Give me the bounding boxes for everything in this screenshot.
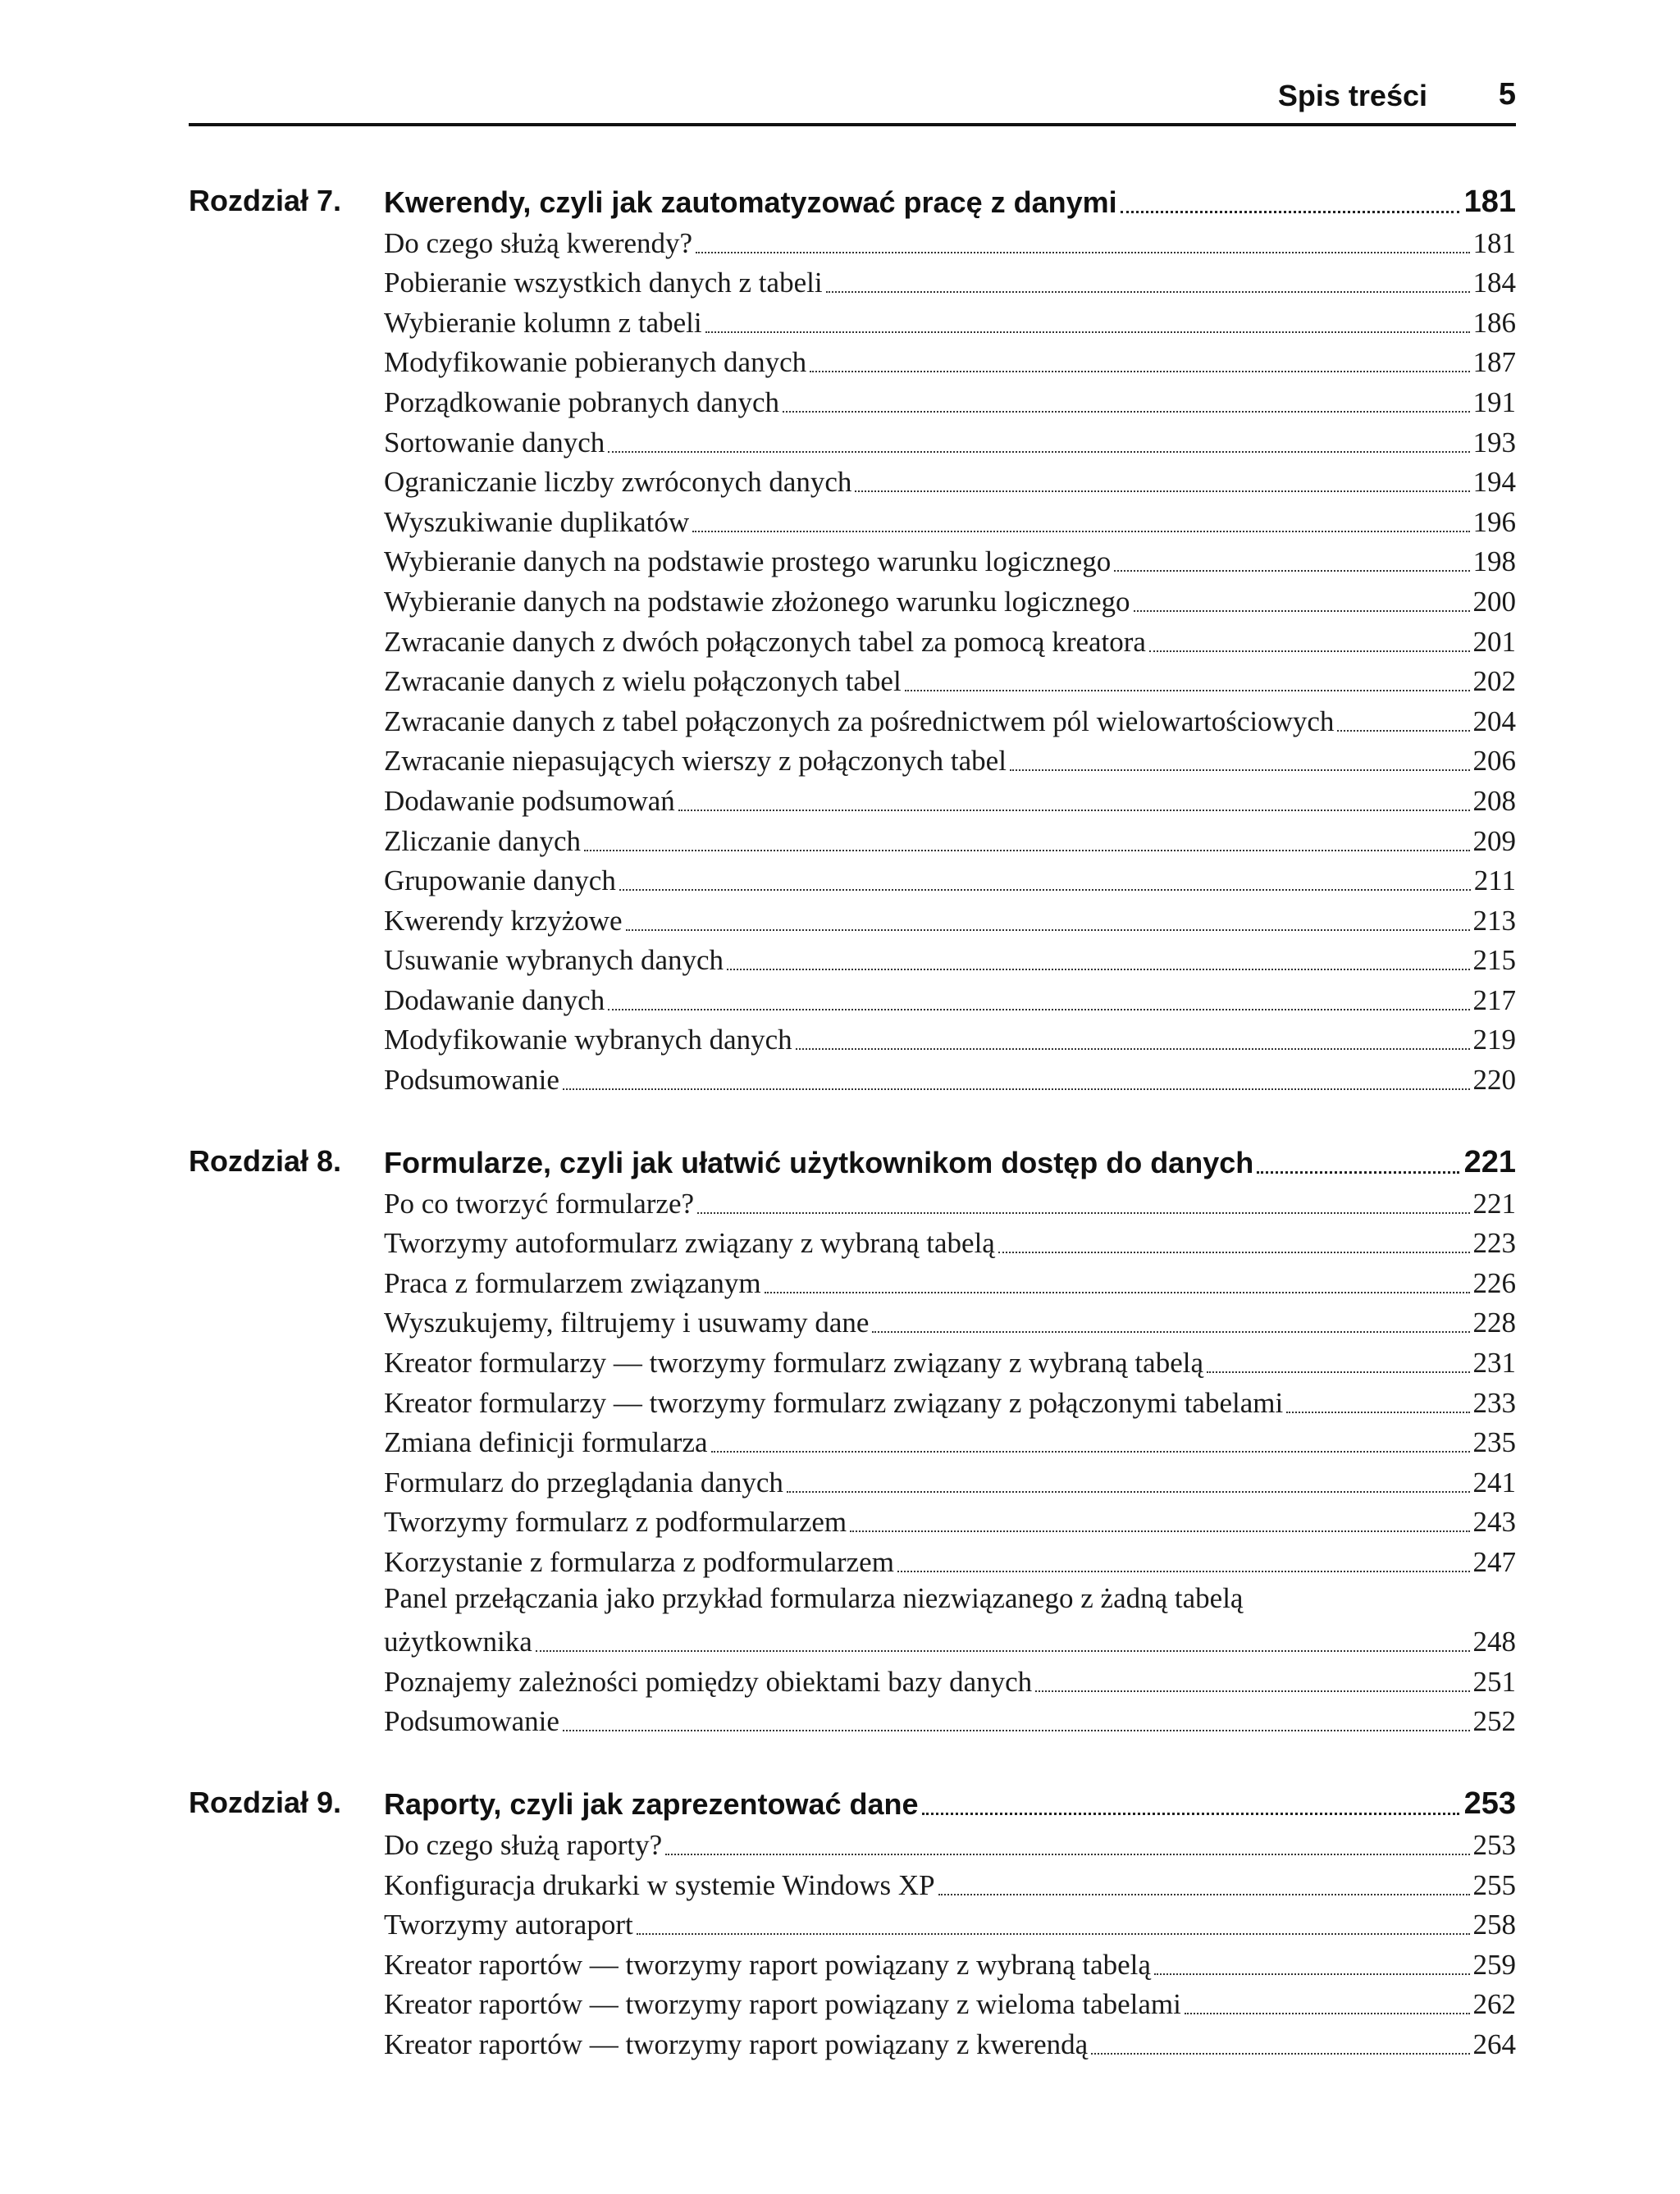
dot-leader: [608, 992, 1469, 1010]
entry-title: Kreator formularzy — tworzymy formularz związany z połączonymi tabelami: [384, 1386, 1284, 1419]
entry-page: 208: [1472, 784, 1516, 817]
dot-leader: [705, 315, 1470, 333]
toc-entry: [384, 1982, 1516, 2022]
dot-leader: [1185, 1996, 1470, 2014]
dot-leader: [697, 1196, 1469, 1214]
toc-entry: [384, 1658, 1516, 1699]
toc-entry: [384, 419, 1516, 459]
toc-entry: [384, 1699, 1516, 1739]
entry-page: 204: [1472, 705, 1516, 737]
entry-title: Sortowanie danych: [384, 426, 605, 458]
dot-leader: [826, 275, 1470, 293]
entry-page: 258: [1472, 1909, 1516, 1941]
chapter-heading: [189, 1141, 1516, 1180]
entry-title: Praca z formularzem związanym: [384, 1266, 761, 1299]
chapter-page: 253: [1463, 1786, 1516, 1822]
entry-title: Wyszukujemy, filtrujemy i usuwamy dane: [384, 1307, 870, 1339]
dot-leader: [783, 395, 1469, 413]
entry-page: 186: [1472, 306, 1516, 339]
entry-page: 233: [1472, 1386, 1516, 1419]
chapter-label: Rozdział 8.: [189, 1144, 342, 1179]
toc-entry: [384, 1579, 1516, 1658]
toc-entry: [384, 1056, 1516, 1097]
entry-title: Modyfikowanie pobieranych danych: [384, 346, 807, 379]
toc-entry: [384, 260, 1516, 300]
dot-leader: [765, 1275, 1470, 1293]
dot-leader: [711, 1435, 1470, 1453]
entry-title: Panel przełączania jako przykład formularza niezwiązanego z żadną tabelą: [384, 1582, 1244, 1614]
toc-entry: [384, 818, 1516, 858]
entry-page: 253: [1472, 1828, 1516, 1861]
entry-title: Usuwanie wybranych danych: [384, 944, 724, 977]
dot-leader: [1121, 186, 1459, 213]
entry-title: Ograniczanie liczby zwróconych danych: [384, 466, 852, 499]
dot-leader: [1010, 753, 1470, 771]
dot-leader: [938, 1877, 1470, 1895]
entry-title: Poznajemy zależności pomiędzy obiektami bazy danych: [384, 1665, 1033, 1698]
dot-leader: [563, 1072, 1470, 1090]
chapter-section: [189, 180, 1516, 1097]
running-header: [189, 75, 1516, 126]
toc-entry: [384, 340, 1516, 380]
entry-title: Dodawanie podsumowań: [384, 784, 675, 817]
chapter-heading: [189, 180, 1516, 220]
toc-entry: [384, 1862, 1516, 1902]
entry-title: Zmiana definicji formularza: [384, 1426, 708, 1459]
toc-entry: [384, 1822, 1516, 1862]
entry-page: 198: [1472, 545, 1516, 578]
entry-title: Do czego służą raporty?: [384, 1828, 663, 1861]
entry-page: 213: [1472, 904, 1516, 937]
entry-page: 243: [1472, 1506, 1516, 1539]
toc-entry: [384, 499, 1516, 539]
dot-leader: [796, 1032, 1470, 1050]
toc-entry: [384, 1499, 1516, 1539]
entry-page: 226: [1472, 1266, 1516, 1299]
toc-entry: [384, 977, 1516, 1017]
dot-leader: [1257, 1147, 1459, 1174]
dot-leader: [584, 833, 1469, 851]
entry-title: Zwracanie danych z dwóch połączonych tabel za pomocą kreatora: [384, 625, 1146, 658]
dot-leader: [787, 1475, 1470, 1493]
toc-entry: [384, 618, 1516, 659]
entry-title: Zwracanie niepasujących wierszy z połączonych tabel: [384, 745, 1007, 778]
dot-leader: [1149, 634, 1470, 652]
entry-line: [384, 1619, 1516, 1659]
entry-page: 181: [1472, 226, 1516, 259]
entry-page: 201: [1472, 625, 1516, 658]
dot-leader: [536, 1634, 1470, 1652]
entry-list: [384, 1180, 1516, 1738]
entry-page: 255: [1472, 1868, 1516, 1901]
dot-leader: [855, 474, 1469, 492]
entry-page: 202: [1472, 665, 1516, 698]
entry-title: Kreator formularzy — tworzymy formularz związany z wybraną tabelą: [384, 1347, 1203, 1380]
toc-entry: [384, 659, 1516, 699]
toc-entry: [384, 1539, 1516, 1579]
chapter-title: Raporty, czyli jak zaprezentować dane: [384, 1787, 919, 1822]
toc-entry: [384, 1017, 1516, 1057]
entry-page: 217: [1472, 983, 1516, 1016]
entry-list: [384, 1822, 1516, 2061]
dot-leader: [1154, 1957, 1470, 1975]
entry-title: Wyszukiwanie duplikatów: [384, 505, 690, 538]
dot-leader: [608, 435, 1469, 453]
entry-title: Grupowanie danych: [384, 864, 616, 897]
entry-title: Zliczanie danych: [384, 824, 582, 857]
dot-leader: [619, 873, 1471, 891]
entry-title: Dodawanie danych: [384, 983, 605, 1016]
toc-entry: [384, 539, 1516, 579]
entry-title-continued: użytkownika: [384, 1626, 532, 1658]
toc-entry: [384, 1420, 1516, 1460]
entry-title: Kreator raportów — tworzymy raport powiązany z wybraną tabelą: [384, 1948, 1151, 1981]
entry-page: 200: [1472, 585, 1516, 618]
toc-entry: [384, 578, 1516, 618]
chapter-label: Rozdział 7.: [189, 184, 342, 217]
toc-entry: [384, 698, 1516, 738]
entry-page: 223: [1472, 1227, 1516, 1260]
entry-page: 252: [1472, 1705, 1516, 1738]
dot-leader: [692, 514, 1469, 532]
toc-entry: [384, 1902, 1516, 1942]
dot-leader: [1337, 714, 1469, 732]
toc-entry: [384, 1339, 1516, 1380]
dot-leader: [1286, 1395, 1469, 1413]
entry-page: 221: [1472, 1187, 1516, 1220]
entry-title: Korzystanie z formularza z podformularzem: [384, 1546, 894, 1578]
entry-title: Po co tworzyć formularze?: [384, 1187, 695, 1220]
entry-page: 248: [1472, 1626, 1516, 1658]
entry-page: 228: [1472, 1307, 1516, 1339]
dot-leader: [1114, 554, 1469, 572]
toc-entry: [384, 858, 1516, 898]
entry-page: 235: [1472, 1426, 1516, 1459]
chapter-label: Rozdział 9.: [189, 1786, 342, 1820]
chapter-section: [189, 1141, 1516, 1738]
toc-entry: [384, 2021, 1516, 2061]
toc-entry: [384, 1180, 1516, 1220]
entry-title: Zwracanie danych z tabel połączonych za pośrednictwem pól wielowartościowych: [384, 705, 1335, 737]
entry-title: Kreator raportów — tworzymy raport powiązany z wieloma tabelami: [384, 1988, 1181, 2021]
chapter-title-line: [384, 180, 1516, 220]
chapter-section: [189, 1782, 1516, 2061]
entry-title: Modyfikowanie wybranych danych: [384, 1024, 792, 1056]
entry-title: Wybieranie danych na podstawie złożonego warunku logicznego: [384, 585, 1130, 618]
entry-title: Pobieranie wszystkich danych z tabeli: [384, 267, 823, 299]
toc-entry: [384, 1300, 1516, 1340]
toc-entry: [384, 1941, 1516, 1982]
dot-leader: [922, 1788, 1459, 1815]
entry-page: 259: [1472, 1948, 1516, 1981]
dot-leader: [696, 235, 1469, 253]
entry-list: [384, 220, 1516, 1097]
dot-leader: [1207, 1355, 1470, 1373]
chapter-title-line: [384, 1141, 1516, 1180]
dot-leader: [1091, 2037, 1469, 2055]
toc-entry: [384, 220, 1516, 260]
entry-page: 196: [1472, 505, 1516, 538]
entry-page: 231: [1472, 1347, 1516, 1380]
chapter-title: Formularze, czyli jak ułatwić użytkownikom dostęp do danych: [384, 1146, 1254, 1180]
dot-leader: [850, 1514, 1469, 1532]
chapter-page: 221: [1463, 1145, 1516, 1180]
entry-page: 194: [1472, 466, 1516, 499]
toc-entry: [384, 1380, 1516, 1420]
entry-page: 220: [1472, 1064, 1516, 1097]
entry-title: Tworzymy autoraport: [384, 1909, 633, 1941]
entry-page: 219: [1472, 1024, 1516, 1056]
entry-page: 211: [1473, 864, 1516, 897]
entry-page: 262: [1472, 1988, 1516, 2021]
entry-title: Formularz do przeglądania danych: [384, 1466, 783, 1498]
entry-title: Konfiguracja drukarki w systemie Windows XP: [384, 1868, 935, 1901]
dot-leader: [998, 1235, 1470, 1253]
entry-page: 187: [1472, 346, 1516, 379]
entry-title: Porządkowanie pobranych danych: [384, 385, 780, 418]
dot-leader: [810, 354, 1469, 372]
entry-page: 247: [1472, 1546, 1516, 1578]
entry-title: Do czego służą kwerendy?: [384, 226, 693, 259]
toc-entry: [384, 459, 1516, 499]
entry-page: 264: [1472, 2028, 1516, 2060]
chapter-title-line: [384, 1782, 1516, 1822]
entry-title: Tworzymy autoformularz związany z wybraną tabelą: [384, 1227, 995, 1260]
dot-leader: [678, 793, 1470, 811]
section-title: Spis treści: [1277, 79, 1427, 112]
entry-page: 206: [1472, 745, 1516, 778]
dot-leader: [872, 1315, 1469, 1333]
chapter-page: 181: [1463, 185, 1516, 219]
entry-page: 215: [1472, 944, 1516, 977]
dot-leader: [563, 1713, 1470, 1731]
entry-title: Zwracanie danych z wielu połączonych tabel: [384, 665, 902, 698]
toc-entry: [384, 738, 1516, 778]
toc-entry: [384, 897, 1516, 937]
toc-entry: [384, 299, 1516, 340]
entry-title: Podsumowanie: [384, 1064, 559, 1097]
entry-page: 191: [1472, 385, 1516, 418]
entry-title: Wybieranie kolumn z tabeli: [384, 306, 702, 339]
entry-title: Kwerendy krzyżowe: [384, 904, 623, 937]
chapter-heading: [189, 1782, 1516, 1822]
toc-entry: [384, 778, 1516, 818]
entry-page: 184: [1472, 267, 1516, 299]
entry-title: Kreator raportów — tworzymy raport powiązany z kwerendą: [384, 2028, 1089, 2060]
toc-entry: [384, 379, 1516, 419]
dot-leader: [905, 673, 1470, 691]
entry-page: 251: [1472, 1665, 1516, 1698]
dot-leader: [626, 913, 1470, 931]
dot-leader: [665, 1837, 1469, 1855]
dot-leader: [897, 1554, 1470, 1572]
toc-entry: [384, 1459, 1516, 1499]
chapter-title: Kwerendy, czyli jak zautomatyzować pracę z danymi: [384, 185, 1117, 219]
page-number: 5: [1498, 77, 1516, 112]
table-of-contents: [189, 180, 1516, 2105]
dot-leader: [1035, 1674, 1469, 1692]
toc-entry: [384, 1220, 1516, 1261]
dot-leader: [637, 1917, 1470, 1935]
entry-title: Tworzymy formularz z podformularzem: [384, 1506, 847, 1539]
entry-page: 209: [1472, 824, 1516, 857]
dot-leader: [1134, 594, 1470, 612]
entry-title: Podsumowanie: [384, 1705, 559, 1738]
toc-entry: [384, 937, 1516, 978]
dot-leader: [727, 952, 1469, 970]
entry-page: 193: [1472, 426, 1516, 458]
entry-page: 241: [1472, 1466, 1516, 1498]
toc-entry: [384, 1260, 1516, 1300]
entry-title: Wybieranie danych na podstawie prostego warunku logicznego: [384, 545, 1112, 578]
